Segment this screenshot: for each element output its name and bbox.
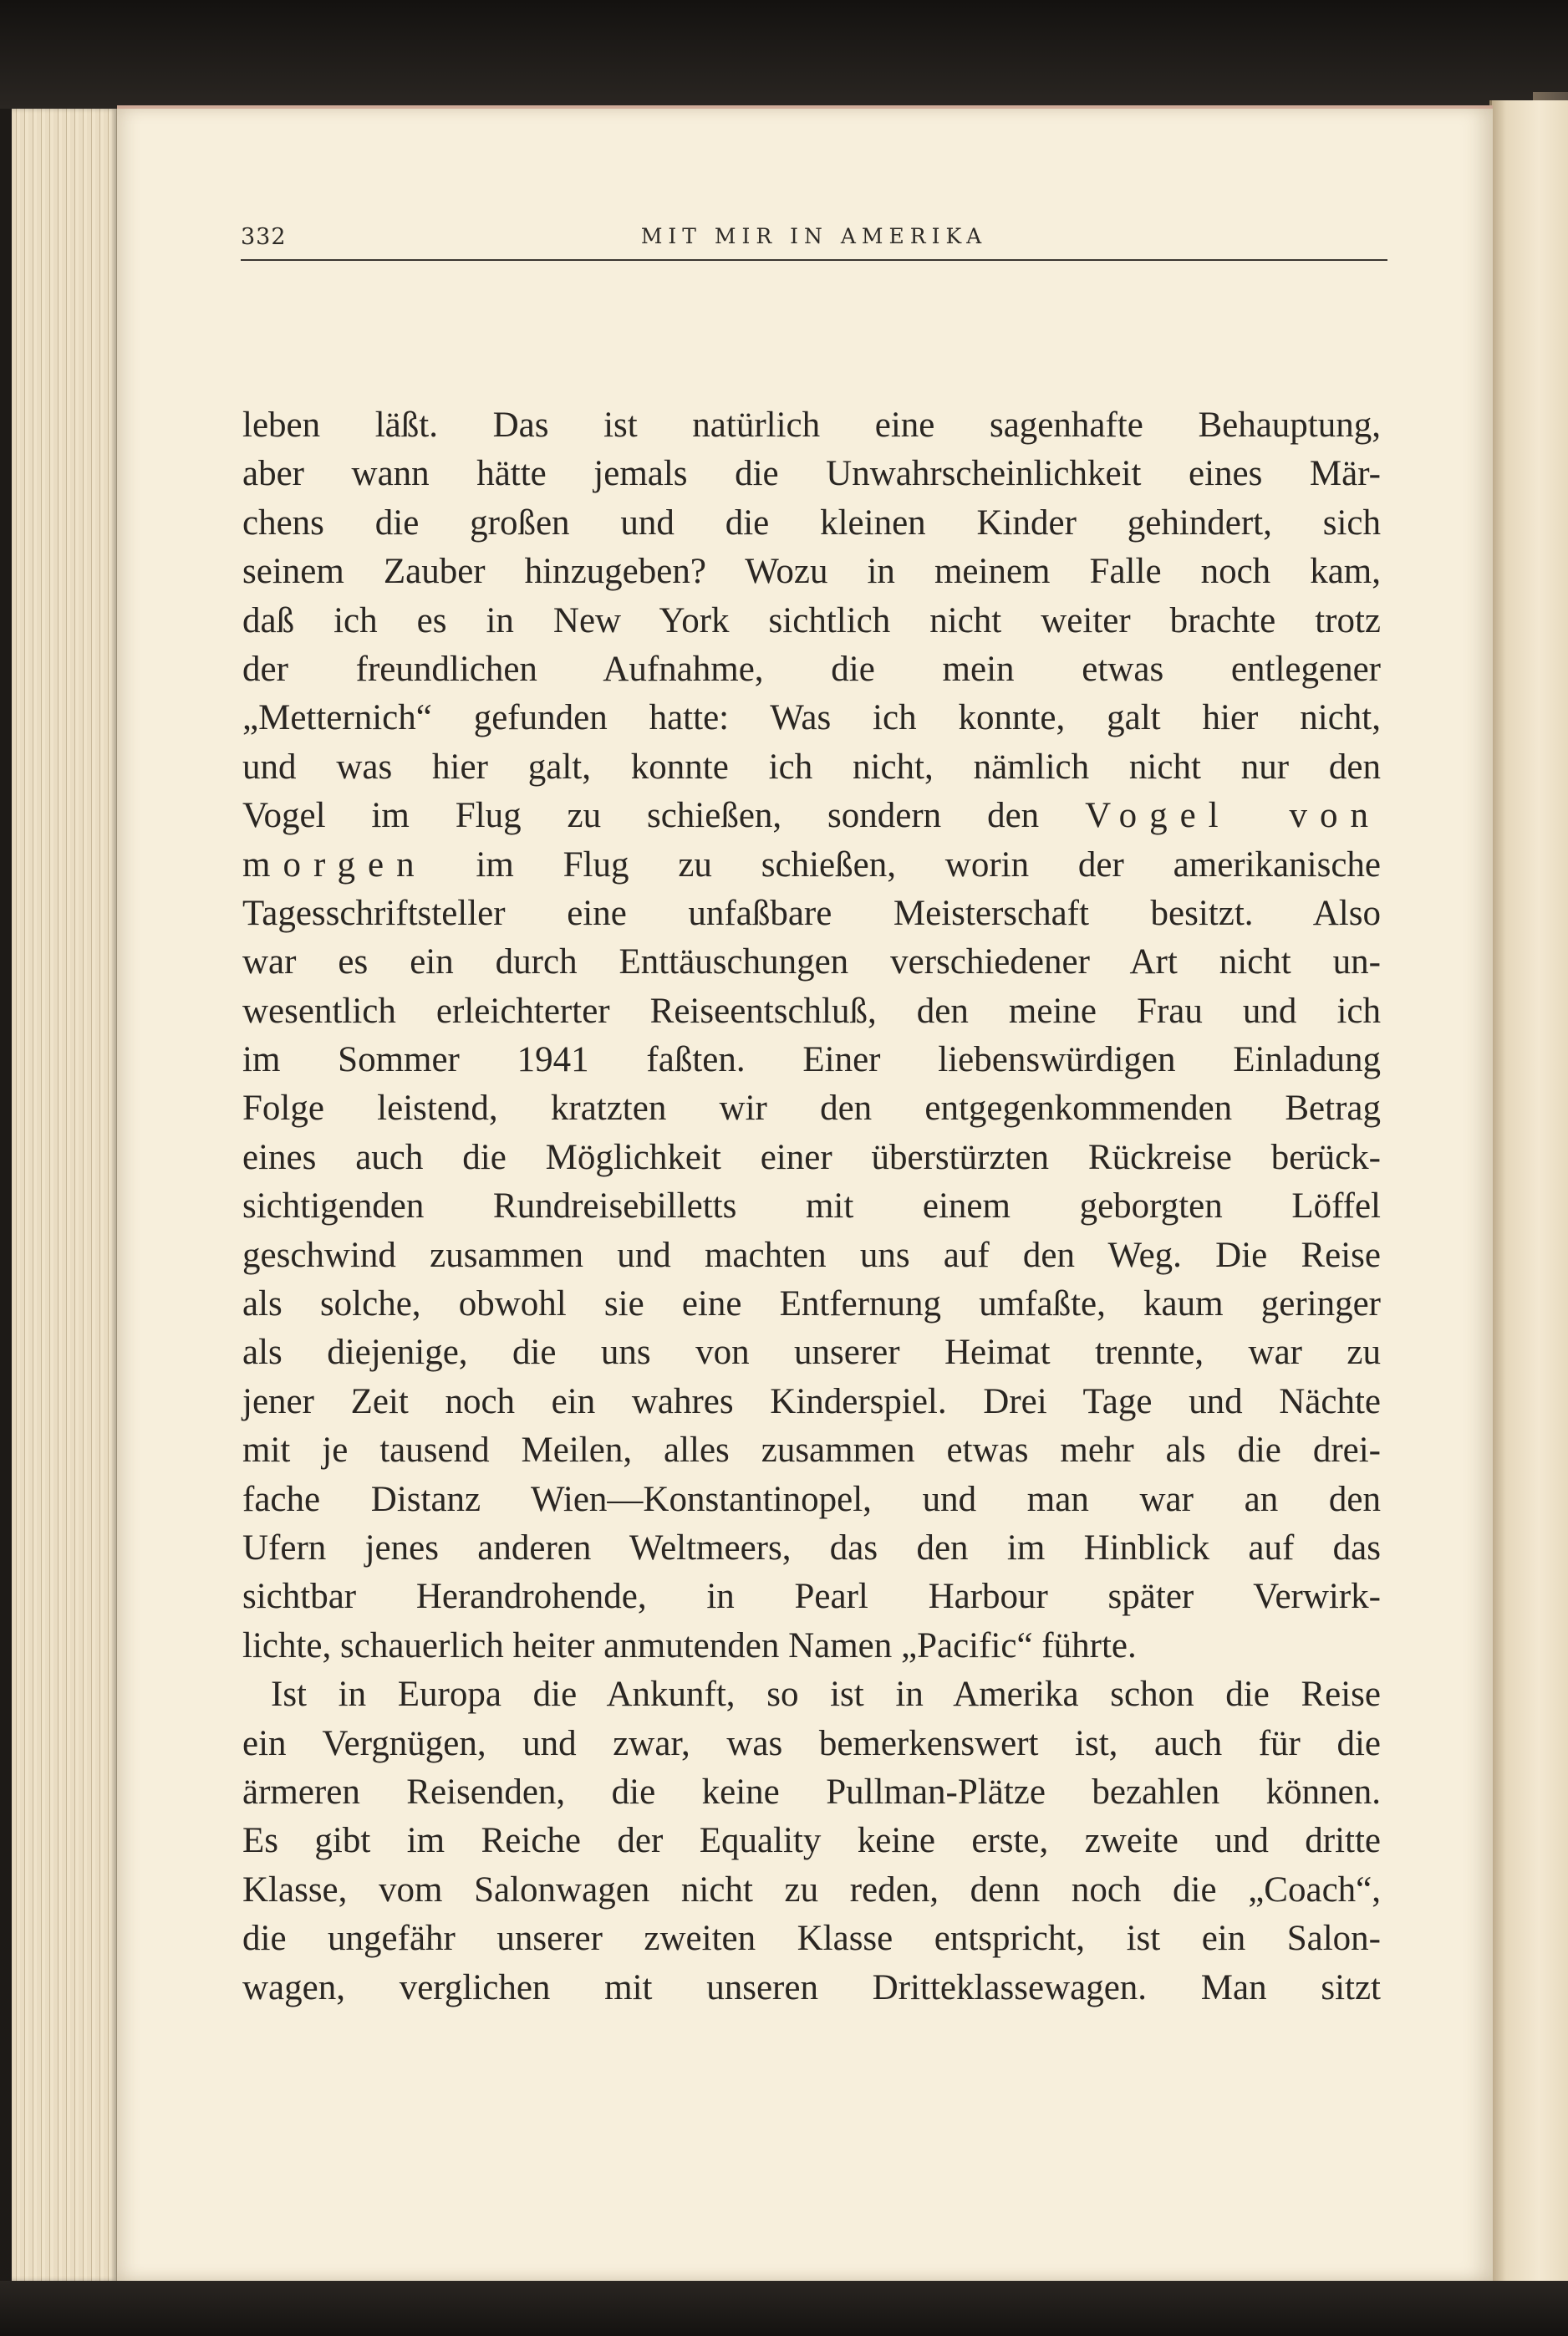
text-line: und was hier galt, konnte ich nicht, nämlich nicht nur den (242, 747, 1381, 787)
text-line: sichtbar Herandrohende, in Pearl Harbour später Verwirk- (242, 1577, 1381, 1617)
page-number: 332 (241, 224, 287, 250)
scan-background-bottom (0, 2281, 1568, 2336)
paragraph-start-line: Ist in Europa die Ankunft, so ist in Amerika schon die Reise (271, 1675, 1381, 1715)
text-line: ein Vergnügen, und zwar, was bemerkenswert ist, auch für die (242, 1723, 1381, 1763)
book-page-edges-left (12, 109, 117, 2281)
running-head (241, 217, 1387, 268)
text-line: Es gibt im Reiche der Equality keine erste, zweite und dritte (242, 1821, 1381, 1861)
text-line: ärmeren Reisenden, die keine Pullman-Plätze bezahlen können. (242, 1772, 1381, 1812)
running-title: MIT MIR IN AMERIKA (640, 224, 988, 248)
text-line: „Metternich“ gefunden hatte: Was ich konnte, galt hier nicht, (242, 698, 1381, 738)
text-line: chens die großen und die kleinen Kinder gehindert, sich (242, 502, 1381, 543)
text-line: daß ich es in New York sichtlich nicht weiter brachte trotz (242, 600, 1381, 640)
text-line: als solche, obwohl sie eine Entfernung umfaßte, kaum geringer (242, 1284, 1381, 1324)
text-line: die ungefähr unserer zweiten Klasse entspricht, ist ein Salon- (242, 1919, 1381, 1959)
text-line: aber wann hätte jemals die Unwahrscheinlichkeit eines Mär- (242, 454, 1381, 494)
text-line: geschwind zusammen und machten uns auf den Weg. Die Reise (242, 1235, 1381, 1275)
book-page-edges-right (1489, 100, 1568, 2282)
text-line: mit je tausend Meilen, alles zusammen etwas mehr als die drei- (242, 1431, 1381, 1471)
text-line: seinem Zauber hinzugeben? Wozu in meinem Falle noch kam, (242, 552, 1381, 592)
emphasized-spaced-text: Vogel von (1085, 796, 1381, 836)
emphasized-spaced-text: morgen (242, 844, 427, 885)
paragraph-end-line: lichte, schauerlich heiter anmutenden Namen „Pacific“ führte. (242, 1625, 1137, 1665)
text-line: Ufern jenes anderen Weltmeers, das den im Hinblick auf das (242, 1528, 1381, 1568)
text-line: Tagesschriftsteller eine unfaßbare Meisterschaft besitzt. Also (242, 893, 1381, 933)
text-line: wesentlich erleichterter Reiseentschluß, den meine Frau und ich (242, 991, 1381, 1031)
scan-background-top (0, 0, 1568, 109)
text-line: leben läßt. Das ist natürlich eine sagenhafte Behauptung, (242, 405, 1381, 445)
text-line: Folge leistend, kratzten wir den entgegenkommenden Betrag (242, 1089, 1381, 1129)
text-line: jener Zeit noch ein wahres Kinderspiel. Drei Tage und Nächte (242, 1381, 1381, 1421)
text-line: sichtigenden Rundreisebilletts mit einem geborgten Löffel (242, 1186, 1381, 1227)
text-line: eines auch die Möglichkeit einer überstürzten Rückreise berück- (242, 1137, 1381, 1177)
text-line: im Sommer 1941 faßten. Einer liebenswürdigen Einladung (242, 1040, 1381, 1080)
text-line-spaced-end: Vogel im Flug zu schießen, sondern den Vogel von (242, 796, 1381, 836)
text-line: wagen, verglichen mit unseren Dritteklassewagen. Man sitzt (242, 1967, 1381, 2007)
text-line: als diejenige, die uns von unserer Heimat trennte, war zu (242, 1333, 1381, 1373)
text-line: der freundlichen Aufnahme, die mein etwas entlegener (242, 649, 1381, 689)
body-text (242, 401, 1381, 2012)
text-line: war es ein durch Enttäuschungen verschiedener Art nicht un- (242, 942, 1381, 982)
header-rule (241, 259, 1387, 261)
text-line: Klasse, vom Salonwagen nicht zu reden, denn noch die „Coach“, (242, 1869, 1381, 1910)
text-line: fache Distanz Wien—Konstantinopel, und man war an den (242, 1479, 1381, 1519)
text-line-spaced-start: morgen im Flug zu schießen, worin der amerikanische (242, 844, 1381, 885)
